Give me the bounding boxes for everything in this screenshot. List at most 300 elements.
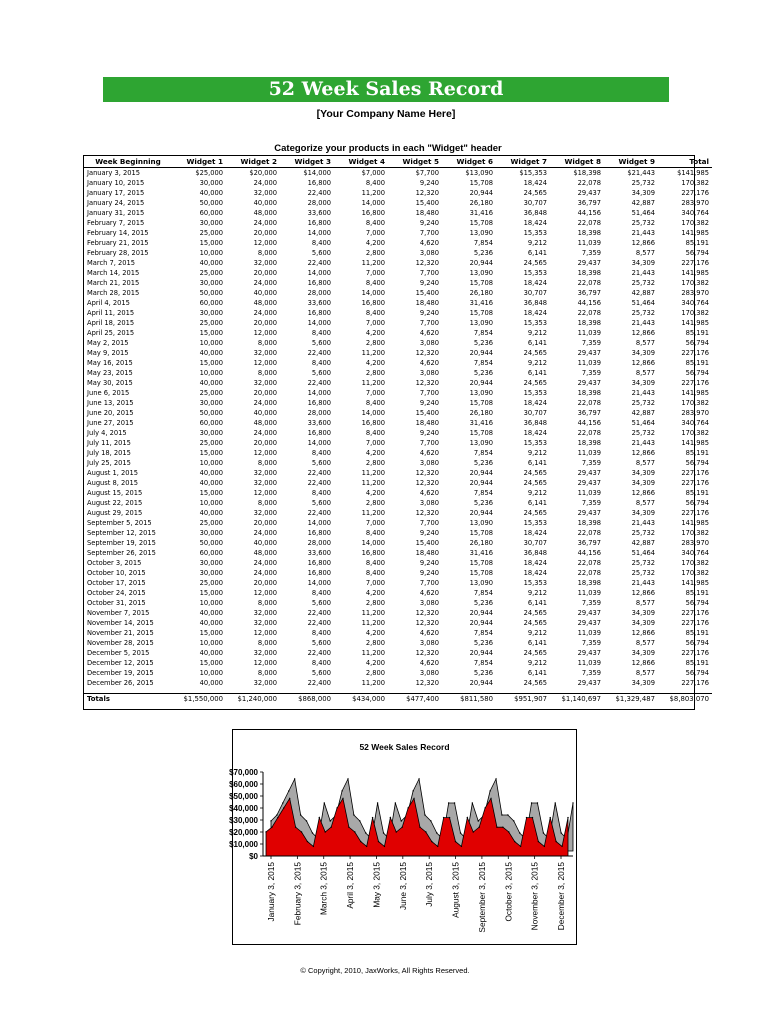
section-header: Categorize your products in each "Widget" header — [274, 143, 502, 154]
data-point — [325, 831, 326, 832]
data-point — [419, 827, 420, 828]
value-cell: 21,443 — [631, 579, 655, 587]
value-cell: 7,000 — [365, 229, 385, 237]
value-cell: 7,854 — [473, 659, 493, 667]
value-cell: 4,200 — [365, 589, 385, 597]
value-cell: 40,000 — [199, 509, 223, 517]
table-row — [84, 558, 712, 568]
data-point — [454, 802, 455, 803]
value-cell: 15,000 — [199, 329, 223, 337]
value-cell: 22,400 — [307, 379, 331, 387]
value-cell: 4,620 — [419, 659, 439, 667]
data-point — [449, 817, 450, 818]
column-header: Widget 8 — [550, 156, 604, 168]
table-row — [84, 318, 712, 328]
value-cell: 7,359 — [581, 339, 601, 347]
value-cell: 20,944 — [469, 649, 493, 657]
value-cell: 7,359 — [581, 369, 601, 377]
value-cell: 9,212 — [527, 449, 547, 457]
value-cell: 8,400 — [365, 399, 385, 407]
value-cell: 12,000 — [253, 659, 277, 667]
y-tick-label: $50,000 — [229, 792, 258, 801]
value-cell: 12,866 — [631, 329, 655, 337]
value-cell: 15,000 — [199, 449, 223, 457]
value-cell: 60,000 — [199, 209, 223, 217]
value-cell: 16,800 — [361, 419, 385, 427]
table-row — [84, 468, 712, 478]
value-cell: 20,944 — [469, 189, 493, 197]
week-cell: March 21, 2015 — [87, 279, 140, 287]
value-cell: 15,000 — [199, 489, 223, 497]
x-tick-label: February 3, 2015 — [292, 862, 303, 926]
data-point — [550, 817, 551, 818]
value-cell: 12,320 — [415, 259, 439, 267]
value-cell: 29,437 — [577, 479, 601, 487]
week-cell: February 21, 2015 — [87, 239, 149, 247]
value-cell: 36,797 — [577, 539, 601, 547]
value-cell: 283,970 — [681, 539, 709, 547]
table-row — [84, 238, 712, 248]
value-cell: 5,600 — [311, 249, 331, 257]
value-cell: 11,200 — [361, 189, 385, 197]
data-point — [572, 802, 573, 803]
value-cell: 85,191 — [685, 659, 709, 667]
data-point — [478, 827, 479, 828]
value-cell: 12,000 — [253, 329, 277, 337]
value-cell: 22,078 — [577, 219, 601, 227]
value-cell: 15,000 — [199, 629, 223, 637]
value-cell: 8,000 — [257, 459, 277, 467]
value-cell: $15,353 — [519, 169, 547, 177]
value-cell: $20,000 — [249, 169, 277, 177]
value-cell: 170,382 — [681, 309, 709, 317]
data-point — [396, 831, 397, 832]
value-cell: 340,764 — [681, 549, 709, 557]
value-cell: 56,794 — [685, 639, 709, 647]
value-cell: 7,000 — [365, 439, 385, 447]
value-cell: 15,708 — [469, 279, 493, 287]
value-cell: 33,600 — [307, 419, 331, 427]
value-cell: 26,180 — [469, 289, 493, 297]
y-tick-label: $40,000 — [229, 804, 258, 813]
table-row — [84, 198, 712, 208]
value-cell: 51,464 — [631, 549, 655, 557]
value-cell: 227,176 — [681, 649, 709, 657]
value-cell: 18,398 — [577, 229, 601, 237]
value-cell: 5,600 — [311, 339, 331, 347]
table-row — [84, 648, 712, 658]
week-cell: August 29, 2015 — [87, 509, 143, 517]
value-cell: 8,400 — [365, 279, 385, 287]
week-cell: February 14, 2015 — [87, 229, 149, 237]
value-cell: 6,141 — [527, 599, 547, 607]
value-cell: 7,700 — [419, 439, 439, 447]
value-cell: 24,000 — [253, 559, 277, 567]
value-cell: 18,424 — [523, 279, 547, 287]
value-cell: 18,424 — [523, 529, 547, 537]
total-cell: $8,803,070 — [658, 694, 712, 706]
value-cell: 25,000 — [199, 439, 223, 447]
total-cell: $1,140,697 — [550, 694, 604, 706]
value-cell: 33,600 — [307, 299, 331, 307]
value-cell: 6,141 — [527, 339, 547, 347]
value-cell: 4,620 — [419, 629, 439, 637]
data-point — [519, 832, 520, 833]
value-cell: 15,400 — [415, 409, 439, 417]
value-cell: 283,970 — [681, 199, 709, 207]
value-cell: 3,080 — [419, 599, 439, 607]
value-cell: 18,424 — [523, 569, 547, 577]
value-cell: 22,400 — [307, 259, 331, 267]
value-cell: 29,437 — [577, 509, 601, 517]
week-cell: March 7, 2015 — [87, 259, 136, 267]
value-cell: 50,000 — [199, 199, 223, 207]
data-point — [520, 846, 521, 847]
value-cell: 15,353 — [523, 389, 547, 397]
data-point — [277, 817, 278, 818]
value-cell: 5,600 — [311, 499, 331, 507]
copyright-notice: © Copyright, 2010, JaxWorks, All Rights Reserved. — [300, 966, 470, 975]
value-cell: 10,000 — [199, 639, 223, 647]
value-cell: 25,000 — [199, 519, 223, 527]
value-cell: 21,443 — [631, 229, 655, 237]
value-cell: 10,000 — [199, 459, 223, 467]
table-row — [84, 678, 712, 688]
value-cell: 85,191 — [685, 449, 709, 457]
value-cell: $18,398 — [573, 169, 601, 177]
value-cell: 30,000 — [199, 219, 223, 227]
value-cell: 32,000 — [253, 649, 277, 657]
value-cell: $141,985 — [677, 169, 709, 177]
data-point — [384, 846, 385, 847]
value-cell: 6,141 — [527, 249, 547, 257]
value-cell: 25,732 — [631, 399, 655, 407]
value-cell: 22,078 — [577, 309, 601, 317]
column-header: Widget 5 — [388, 156, 442, 168]
value-cell: 60,000 — [199, 419, 223, 427]
value-cell: 10,000 — [199, 369, 223, 377]
data-point — [418, 778, 419, 779]
value-cell: 15,000 — [199, 589, 223, 597]
value-cell: 11,200 — [361, 509, 385, 517]
week-cell: March 14, 2015 — [87, 269, 140, 277]
value-cell: 8,577 — [635, 669, 655, 677]
value-cell: 30,000 — [199, 569, 223, 577]
value-cell: 34,309 — [631, 649, 655, 657]
value-cell: 15,708 — [469, 529, 493, 537]
value-cell: 21,443 — [631, 319, 655, 327]
value-cell: 7,854 — [473, 449, 493, 457]
value-cell: 9,240 — [419, 179, 439, 187]
totals-row — [84, 694, 712, 706]
value-cell: 29,437 — [577, 469, 601, 477]
value-cell: 18,398 — [577, 389, 601, 397]
table-row — [84, 358, 712, 368]
data-point — [496, 827, 497, 828]
value-cell: 56,794 — [685, 669, 709, 677]
table-row — [84, 168, 712, 179]
week-cell: November 14, 2015 — [87, 619, 154, 627]
column-header: Widget 7 — [496, 156, 550, 168]
value-cell: 7,000 — [365, 269, 385, 277]
data-point — [330, 820, 331, 821]
week-cell: August 15, 2015 — [87, 489, 143, 497]
value-cell: 40,000 — [253, 289, 277, 297]
value-cell: 31,416 — [469, 419, 493, 427]
value-cell: 22,400 — [307, 349, 331, 357]
data-point — [301, 831, 302, 832]
week-cell: May 9, 2015 — [87, 349, 129, 357]
value-cell: 28,000 — [307, 289, 331, 297]
value-cell: 170,382 — [681, 529, 709, 537]
table-row — [84, 618, 712, 628]
value-cell: 12,320 — [415, 379, 439, 387]
value-cell: 7,359 — [581, 459, 601, 467]
value-cell: 8,400 — [365, 559, 385, 567]
value-cell: 10,000 — [199, 599, 223, 607]
value-cell: 36,848 — [523, 209, 547, 217]
value-cell: 15,353 — [523, 439, 547, 447]
x-tick-label: June 3, 2015 — [397, 862, 408, 910]
value-cell: 30,707 — [523, 409, 547, 417]
value-cell: 36,848 — [523, 419, 547, 427]
value-cell: 18,424 — [523, 219, 547, 227]
value-cell: 20,944 — [469, 619, 493, 627]
value-cell: 18,424 — [523, 429, 547, 437]
x-tick-label: April 3, 2015 — [345, 862, 356, 909]
data-point — [336, 807, 337, 808]
value-cell: 3,080 — [419, 339, 439, 347]
value-cell: $21,443 — [627, 169, 655, 177]
week-cell: April 4, 2015 — [87, 299, 130, 307]
week-cell: October 17, 2015 — [87, 579, 146, 587]
table-row — [84, 598, 712, 608]
data-point — [526, 817, 527, 818]
data-point — [313, 846, 314, 847]
value-cell: 18,424 — [523, 179, 547, 187]
data-point — [366, 846, 367, 847]
value-cell: 18,424 — [523, 559, 547, 567]
value-cell: 12,320 — [415, 619, 439, 627]
value-cell: 8,400 — [365, 309, 385, 317]
value-cell: 14,000 — [307, 229, 331, 237]
value-cell: 8,000 — [257, 599, 277, 607]
sales-chart — [229, 729, 577, 945]
value-cell: 33,600 — [307, 209, 331, 217]
value-cell: 9,212 — [527, 239, 547, 247]
value-cell: 34,309 — [631, 469, 655, 477]
value-cell: 16,800 — [361, 209, 385, 217]
week-cell: November 21, 2015 — [87, 629, 154, 637]
value-cell: 22,078 — [577, 529, 601, 537]
value-cell: 8,577 — [635, 599, 655, 607]
value-cell: 227,176 — [681, 509, 709, 517]
week-cell: June 20, 2015 — [87, 409, 134, 417]
value-cell: 3,080 — [419, 249, 439, 257]
week-cell: December 26, 2015 — [87, 679, 154, 687]
value-cell: 24,000 — [253, 429, 277, 437]
y-tick-label: $20,000 — [229, 828, 258, 837]
value-cell: 15,708 — [469, 179, 493, 187]
value-cell: 25,732 — [631, 429, 655, 437]
week-cell: July 18, 2015 — [87, 449, 131, 457]
value-cell: 170,382 — [681, 429, 709, 437]
value-cell: 9,212 — [527, 659, 547, 667]
table-row — [84, 298, 712, 308]
table-row — [84, 658, 712, 668]
value-cell: 22,400 — [307, 189, 331, 197]
table-row — [84, 638, 712, 648]
data-point — [395, 802, 396, 803]
value-cell: 11,039 — [577, 329, 601, 337]
data-point — [271, 827, 272, 828]
data-point — [270, 820, 271, 821]
value-cell: 15,708 — [469, 569, 493, 577]
week-cell: October 3, 2015 — [87, 559, 142, 567]
value-cell: 8,400 — [365, 529, 385, 537]
value-cell: 5,600 — [311, 639, 331, 647]
value-cell: 13,090 — [469, 269, 493, 277]
value-cell: 2,800 — [365, 499, 385, 507]
value-cell: 6,141 — [527, 669, 547, 677]
week-cell: June 27, 2015 — [87, 419, 134, 427]
value-cell: 44,156 — [577, 549, 601, 557]
week-cell: January 24, 2015 — [87, 199, 145, 207]
value-cell: 170,382 — [681, 219, 709, 227]
value-cell: 8,000 — [257, 339, 277, 347]
value-cell: 18,398 — [577, 269, 601, 277]
value-cell: 25,000 — [199, 389, 223, 397]
value-cell: 15,708 — [469, 309, 493, 317]
totals-label: Totals — [84, 694, 172, 706]
data-point — [348, 827, 349, 828]
value-cell: 15,400 — [415, 199, 439, 207]
value-cell: 44,156 — [577, 419, 601, 427]
data-point — [443, 817, 444, 818]
value-cell: 24,565 — [523, 679, 547, 687]
value-cell: 15,708 — [469, 219, 493, 227]
value-cell: 36,797 — [577, 199, 601, 207]
value-cell: 11,200 — [361, 349, 385, 357]
value-cell: 20,000 — [253, 519, 277, 527]
value-cell: 25,732 — [631, 569, 655, 577]
data-point — [531, 802, 532, 803]
value-cell: 20,944 — [469, 509, 493, 517]
week-cell: October 10, 2015 — [87, 569, 146, 577]
value-cell: 15,353 — [523, 519, 547, 527]
total-cell: $477,400 — [388, 694, 442, 706]
data-point — [560, 832, 561, 833]
week-cell: January 17, 2015 — [87, 189, 145, 197]
value-cell: 8,000 — [257, 249, 277, 257]
data-point — [289, 798, 290, 799]
table-row — [84, 588, 712, 598]
value-cell: 20,000 — [253, 229, 277, 237]
value-cell: 29,437 — [577, 189, 601, 197]
week-cell: January 10, 2015 — [87, 179, 145, 187]
data-point — [353, 814, 354, 815]
value-cell: 4,200 — [365, 359, 385, 367]
data-point — [502, 827, 503, 828]
value-cell: 4,200 — [365, 449, 385, 457]
value-cell: 170,382 — [681, 179, 709, 187]
value-cell: 34,309 — [631, 379, 655, 387]
data-point — [478, 820, 479, 821]
value-cell: 6,141 — [527, 369, 547, 377]
value-cell: 16,800 — [307, 219, 331, 227]
value-cell: 34,309 — [631, 189, 655, 197]
value-cell: 24,000 — [253, 179, 277, 187]
week-cell: October 31, 2015 — [87, 599, 146, 607]
value-cell: 2,800 — [365, 459, 385, 467]
column-header: Widget 2 — [226, 156, 280, 168]
value-cell: 11,200 — [361, 679, 385, 687]
data-point — [401, 827, 402, 828]
value-cell: 56,794 — [685, 599, 709, 607]
value-cell: 12,866 — [631, 489, 655, 497]
value-cell: 51,464 — [631, 419, 655, 427]
value-cell: 25,000 — [199, 579, 223, 587]
value-cell: 4,620 — [419, 489, 439, 497]
value-cell: $14,000 — [303, 169, 331, 177]
table-row — [84, 308, 712, 318]
value-cell: 14,000 — [361, 199, 385, 207]
value-cell: 8,577 — [635, 249, 655, 257]
value-cell: 12,000 — [253, 589, 277, 597]
value-cell: 5,236 — [473, 639, 493, 647]
data-point — [324, 802, 325, 803]
value-cell: 15,000 — [199, 659, 223, 667]
week-cell: August 8, 2015 — [87, 479, 139, 487]
value-cell: 9,240 — [419, 569, 439, 577]
value-cell: 9,240 — [419, 219, 439, 227]
value-cell: 32,000 — [253, 479, 277, 487]
value-cell: 15,708 — [469, 399, 493, 407]
value-cell: 26,180 — [469, 199, 493, 207]
value-cell: 227,176 — [681, 469, 709, 477]
value-cell: 11,039 — [577, 449, 601, 457]
column-header: Widget 4 — [334, 156, 388, 168]
value-cell: 25,732 — [631, 309, 655, 317]
value-cell: 29,437 — [577, 649, 601, 657]
value-cell: 24,000 — [253, 569, 277, 577]
value-cell: 36,848 — [523, 549, 547, 557]
value-cell: 22,400 — [307, 479, 331, 487]
value-cell: 20,000 — [253, 579, 277, 587]
table-row — [84, 348, 712, 358]
value-cell: 21,443 — [631, 439, 655, 447]
value-cell: 42,887 — [631, 199, 655, 207]
data-point — [561, 846, 562, 847]
week-cell: June 13, 2015 — [87, 399, 134, 407]
value-cell: 18,424 — [523, 309, 547, 317]
table-row — [84, 258, 712, 268]
value-cell: 12,866 — [631, 359, 655, 367]
value-cell: 5,600 — [311, 599, 331, 607]
data-point — [372, 817, 373, 818]
table-row — [84, 338, 712, 348]
value-cell: 30,000 — [199, 279, 223, 287]
value-cell: 11,200 — [361, 619, 385, 627]
value-cell: 4,620 — [419, 589, 439, 597]
value-cell: 50,000 — [199, 409, 223, 417]
value-cell: 7,854 — [473, 629, 493, 637]
data-point — [472, 802, 473, 803]
week-cell: January 31, 2015 — [87, 209, 145, 217]
value-cell: 12,320 — [415, 679, 439, 687]
value-cell: 25,732 — [631, 219, 655, 227]
table-row — [84, 568, 712, 578]
